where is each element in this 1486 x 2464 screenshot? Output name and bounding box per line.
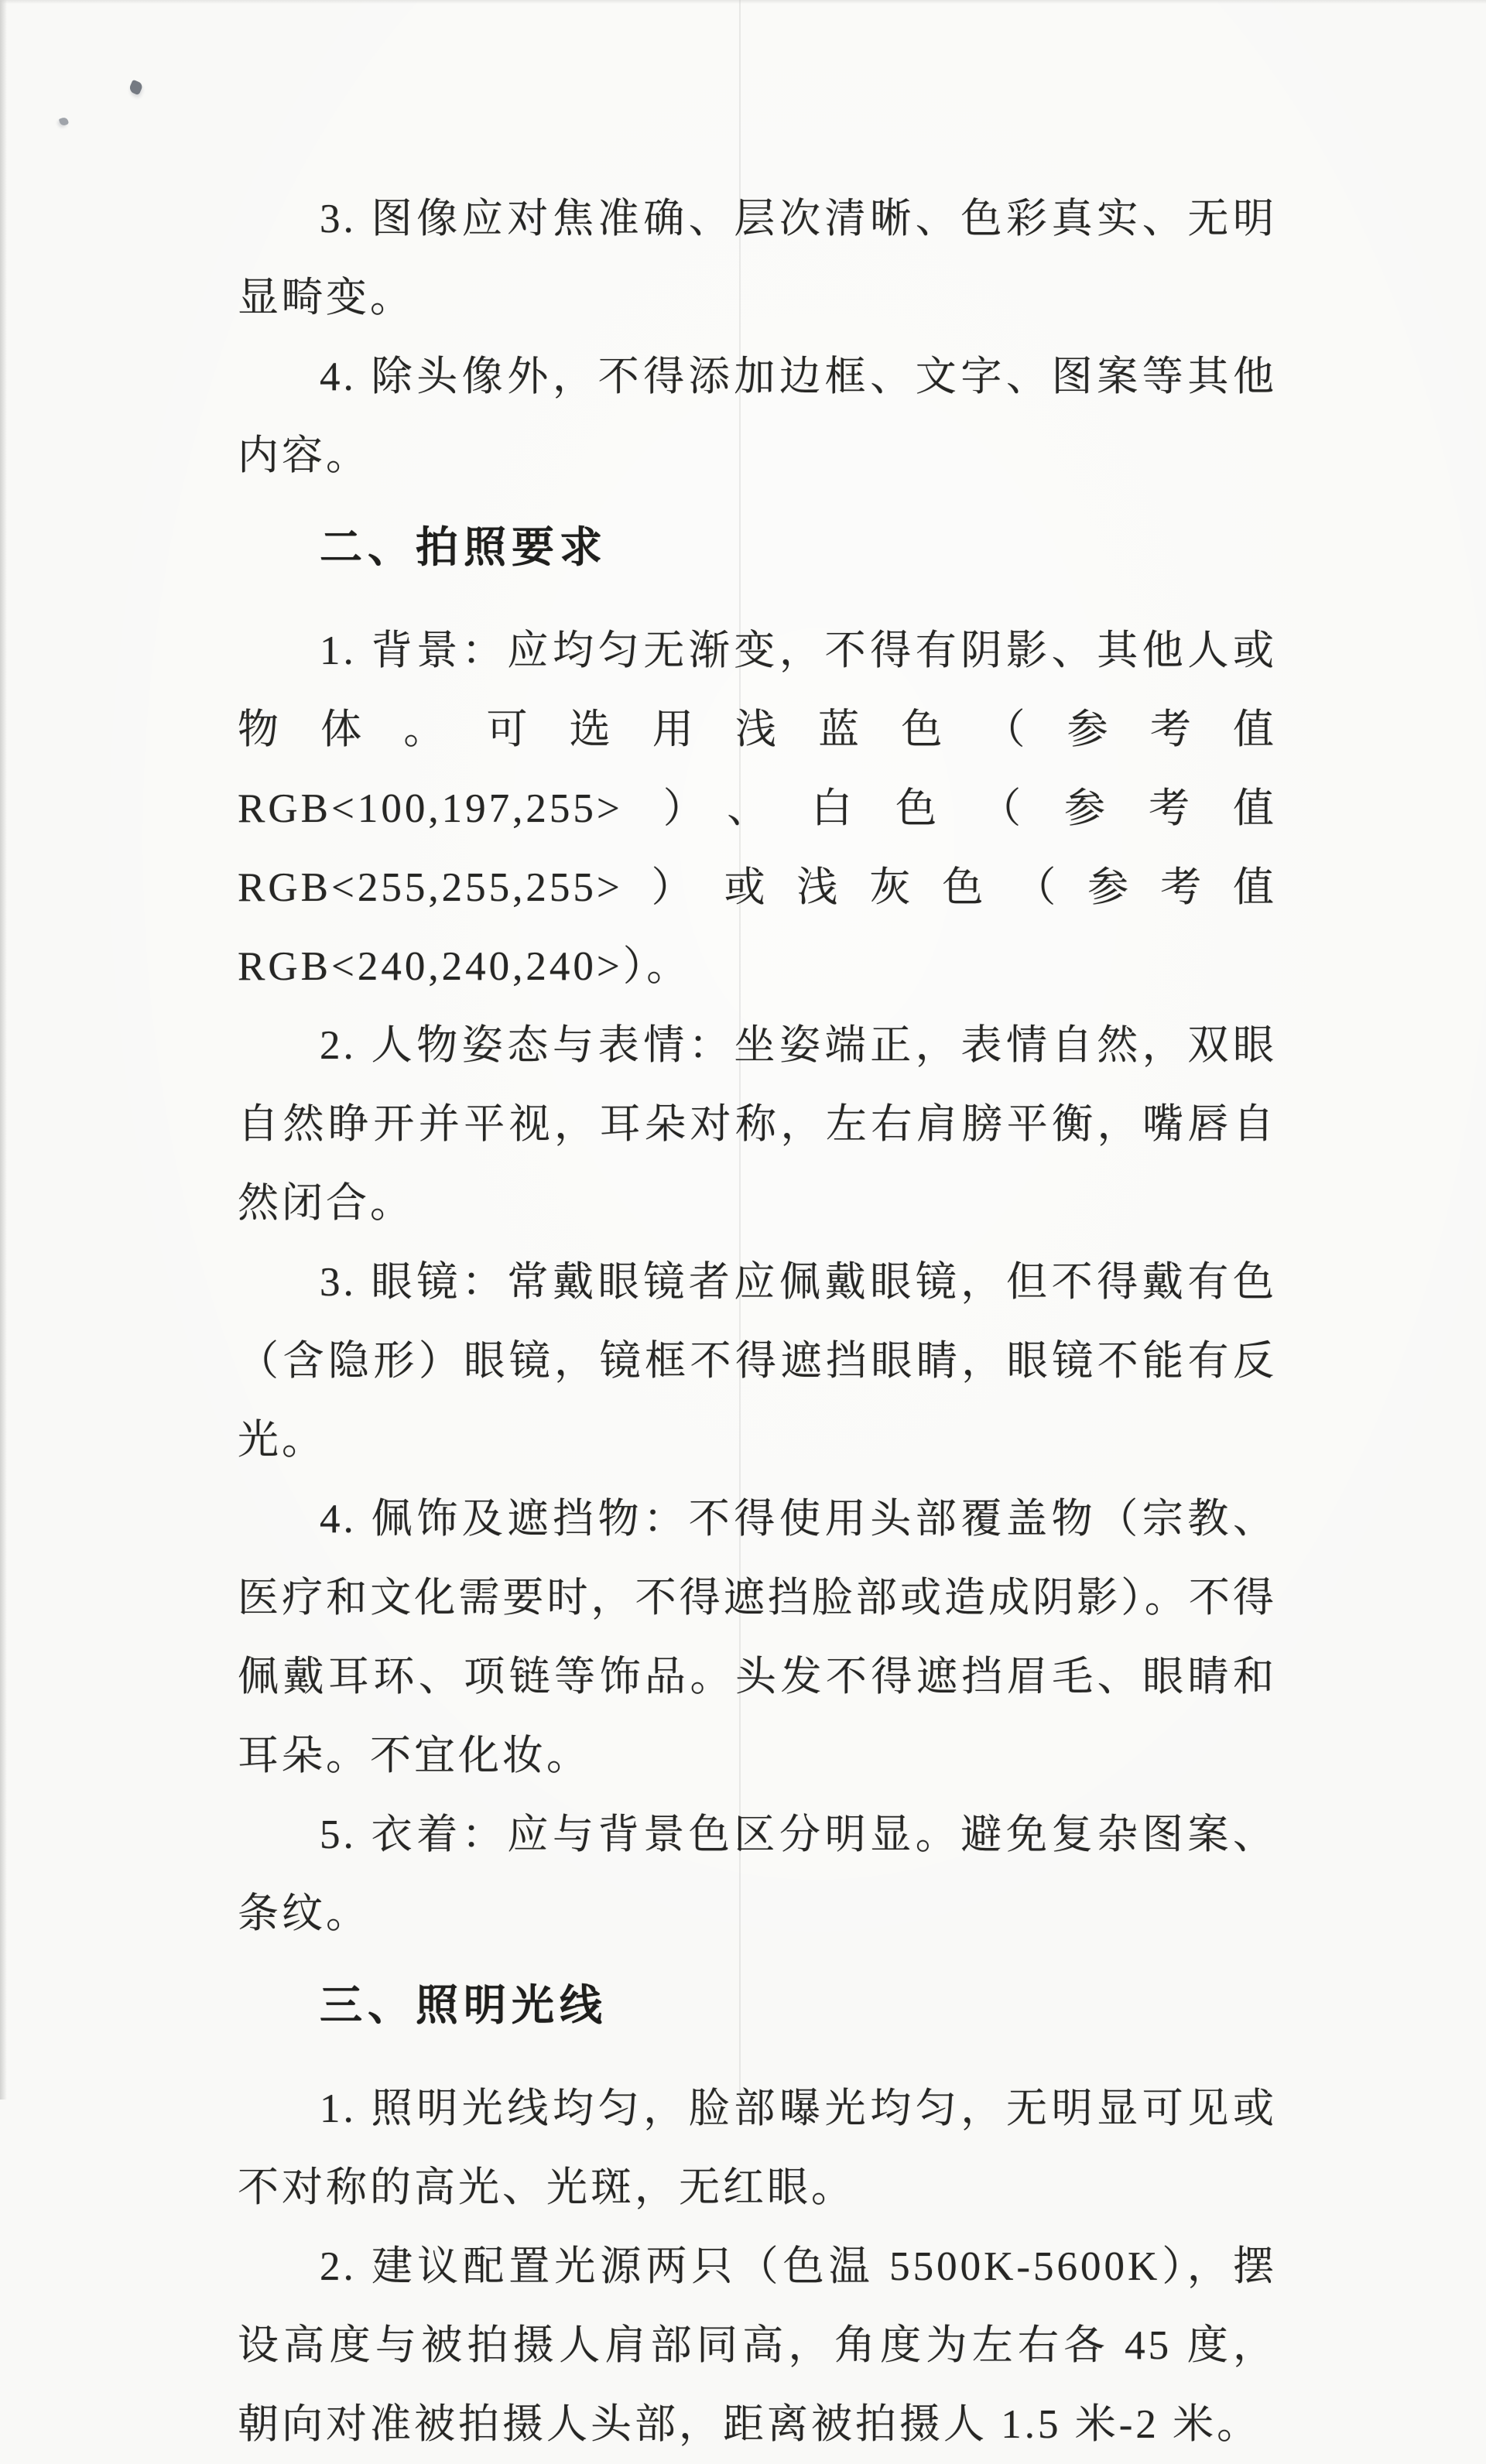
list-item-background: 1. 背景：应均匀无渐变，不得有阴影、其他人或物体。可选用浅蓝色（参考值 RGB<100,197,255>）、白色（参考值 RGB<255,255,255>）或浅灰色（参考值 RGB<240,240,240>）。 [238,628,1277,989]
heading-photo-requirements: 二、拍照要求 [320,523,608,571]
list-item-glasses: 3. 眼镜：常戴眼镜者应佩戴眼镜，但不得戴有色（含隐形）眼镜，镜框不得遮挡眼睛，眼镜不能有反光。 [238,1260,1277,1463]
list-item-accessories: 4. 佩饰及遮挡物：不得使用头部覆盖物（宗教、医疗和文化需要时，不得遮挡脸部或造成阴影）。不得佩戴耳环、项链等饰品。头发不得遮挡眉毛、眼睛和耳朵。不宜化妆。 [238,1497,1277,1778]
list-item-pose-expression: 2. 人物姿态与表情：坐姿端正，表情自然，双眼自然睁开并平视，耳朵对称，左右肩膀平衡，嘴唇自然闭合。 [238,1023,1277,1226]
list-item-image-focus: 3. 图像应对焦准确、层次清晰、色彩真实、无明显畸变。 [238,197,1277,320]
list-item-light-sources: 2. 建议配置光源两只（色温 5500K-5600K），摆设高度与被拍摄人肩部同高，角度为左右各 45 度，朝向对准被拍摄人头部，距离被拍摄人 1.5 米-2 米。 [238,2244,1277,2447]
list-item-no-extra-content: 4. 除头像外，不得添加边框、文字、图案等其他内容。 [238,354,1277,478]
heading-lighting: 三、照明光线 [320,1981,608,2029]
list-item-even-lighting: 1. 照明光线均匀，脸部曝光均匀，无明显可见或不对称的高光、光斑，无红眼。 [238,2086,1277,2210]
list-item-clothing: 5. 衣着：应与背景色区分明显。避免复杂图案、条纹。 [238,1812,1277,1936]
